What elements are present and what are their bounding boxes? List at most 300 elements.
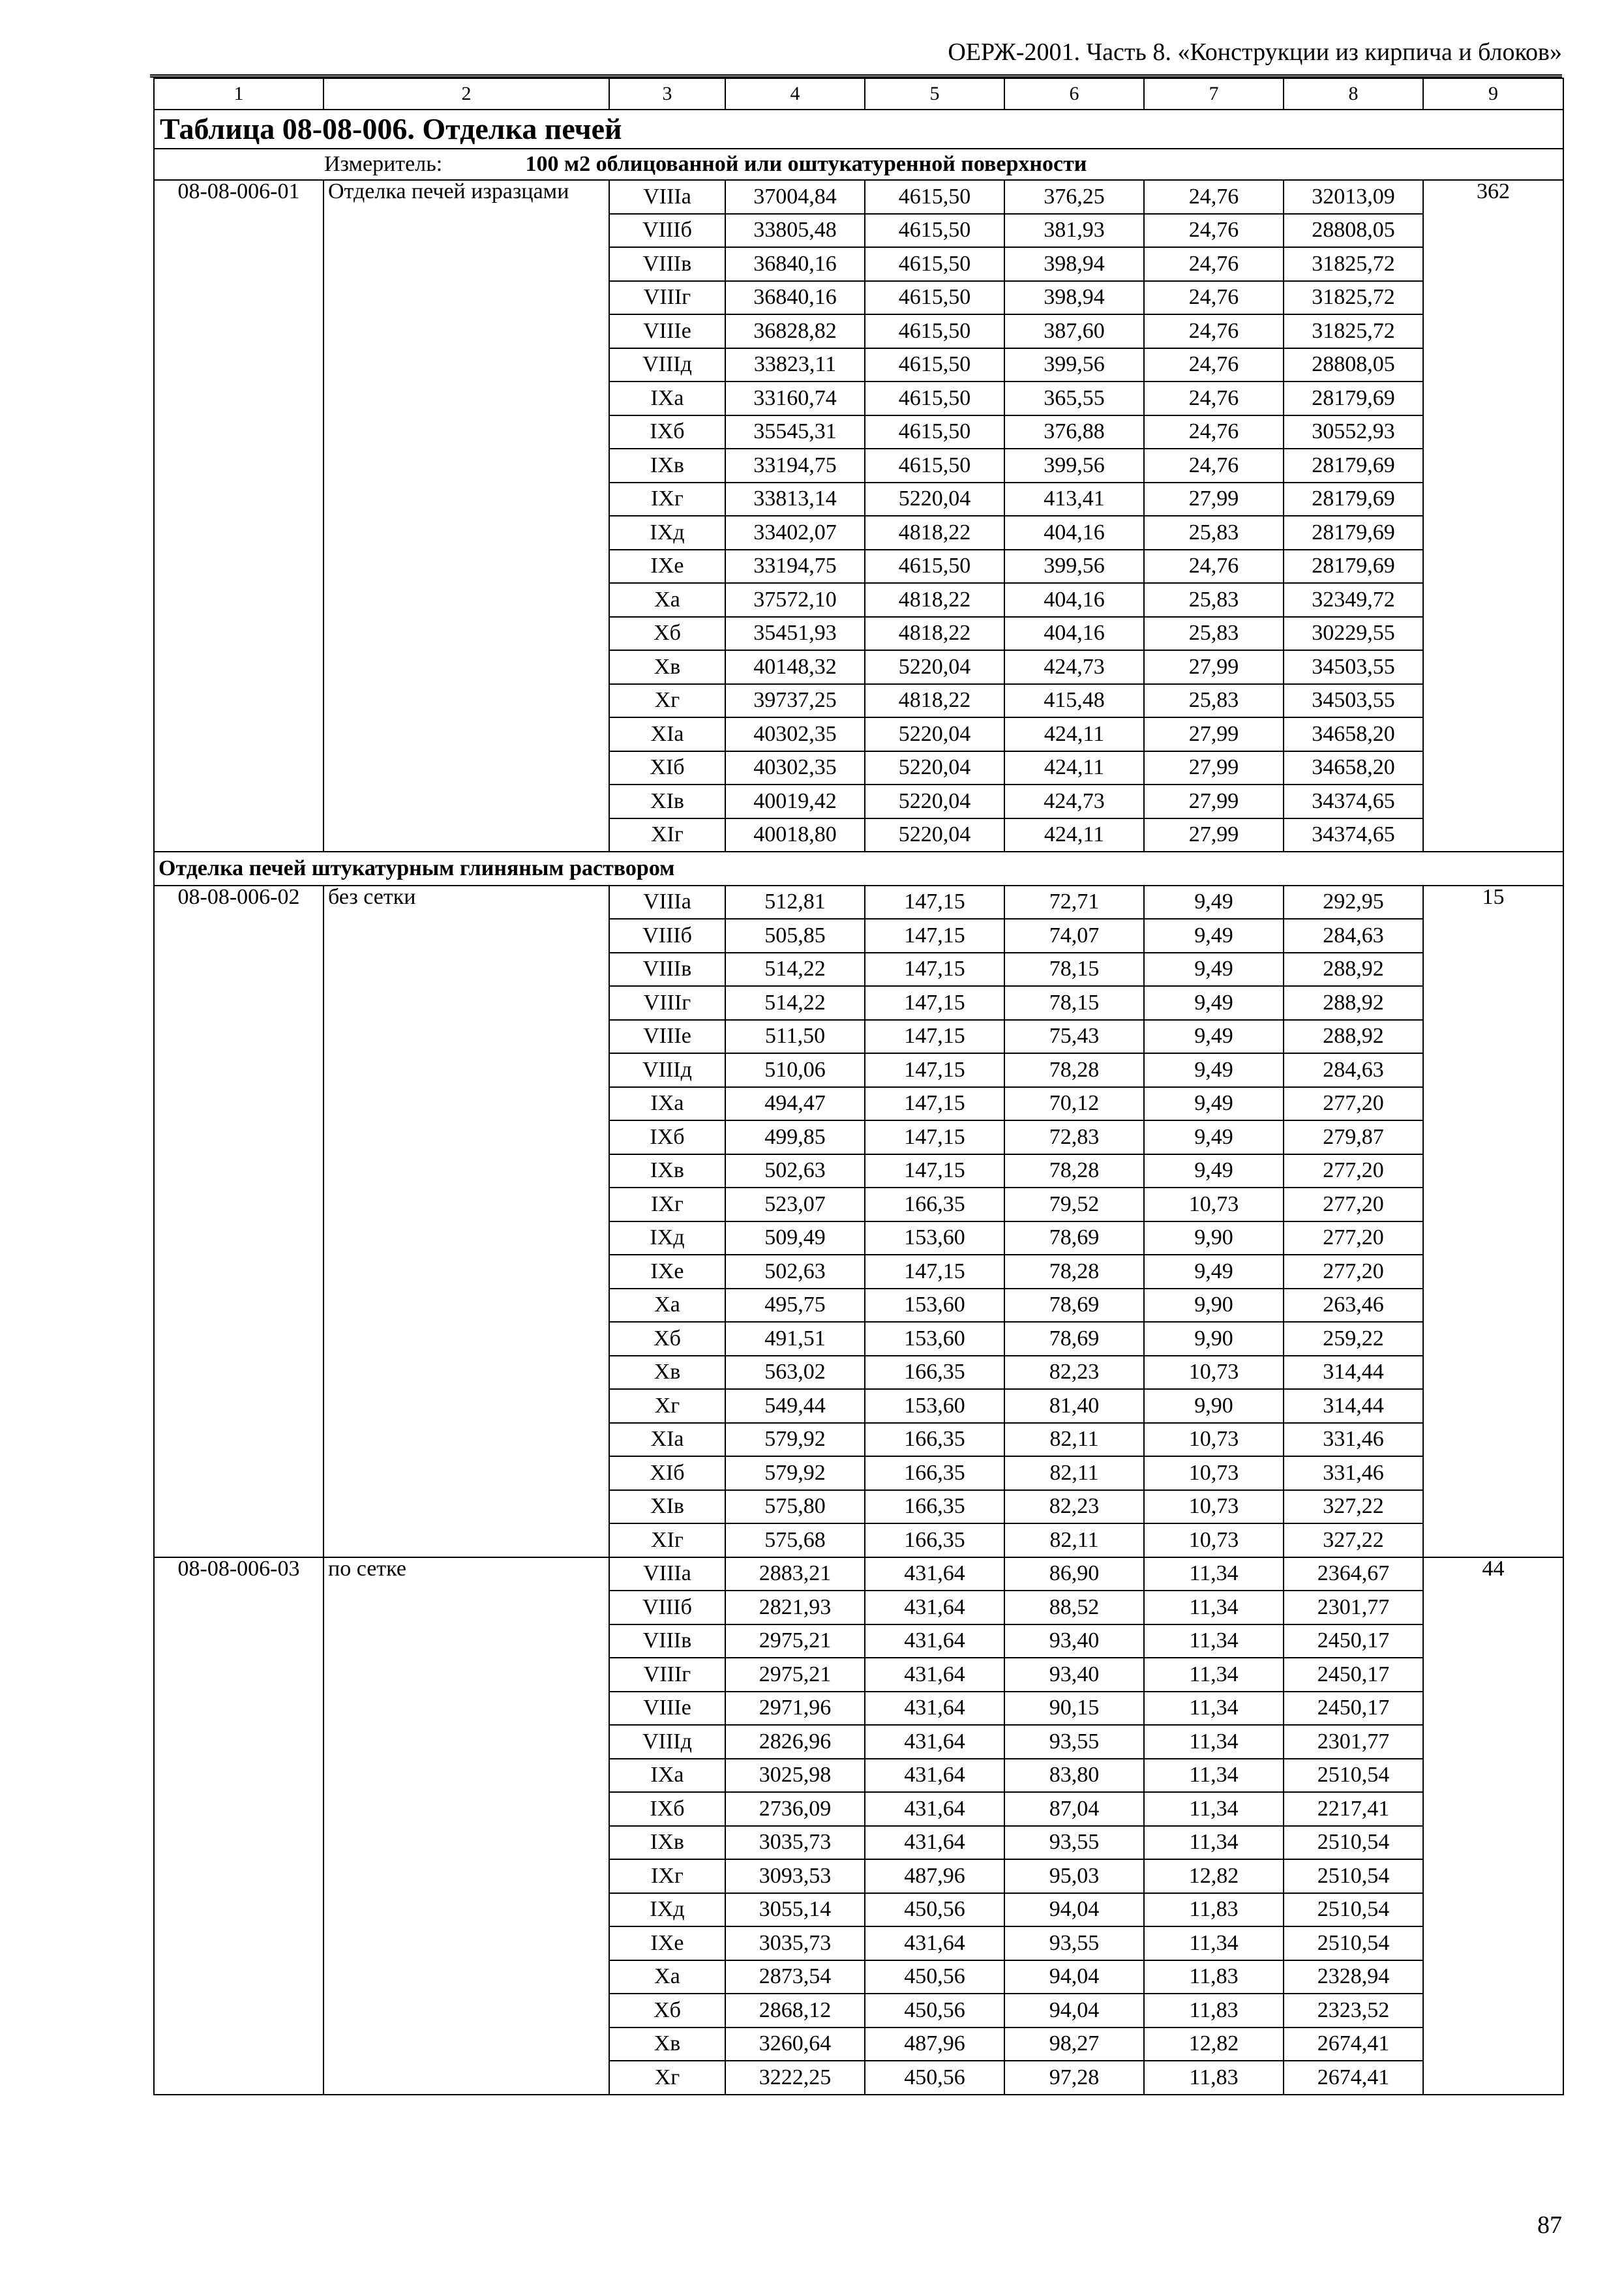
zone-cell: XIв [609, 1490, 725, 1524]
machinist-wages-cell: 9,90 [1144, 1322, 1284, 1356]
materials-cost-cell: 277,20 [1284, 1154, 1423, 1188]
machinist-wages-cell: 11,34 [1144, 1591, 1284, 1624]
zone-cell: VIIIб [609, 1591, 725, 1624]
zone-cell: VIIIг [609, 986, 725, 1020]
machinist-wages-cell: 27,99 [1144, 717, 1284, 751]
total-cost-cell: 2868,12 [725, 1994, 865, 2027]
materials-cost-cell: 31825,72 [1284, 247, 1423, 281]
wages-cell: 166,35 [865, 1188, 1004, 1221]
materials-cost-cell: 28179,69 [1284, 550, 1423, 584]
materials-cost-cell: 314,44 [1284, 1356, 1423, 1390]
wages-cell: 153,60 [865, 1221, 1004, 1255]
machinist-wages-cell: 9,49 [1144, 919, 1284, 953]
machinist-wages-cell: 25,83 [1144, 583, 1284, 617]
machinist-wages-cell: 10,73 [1144, 1490, 1284, 1524]
machinist-wages-cell: 24,76 [1144, 550, 1284, 584]
wages-cell: 431,64 [865, 1692, 1004, 1726]
materials-cost-cell: 2510,54 [1284, 1893, 1423, 1927]
machinist-wages-cell: 24,76 [1144, 281, 1284, 315]
total-cost-cell: 33805,48 [725, 214, 865, 248]
machine-cost-cell: 398,94 [1004, 281, 1144, 315]
wages-cell: 147,15 [865, 953, 1004, 987]
machinist-wages-cell: 9,90 [1144, 1221, 1284, 1255]
zone-cell: IXa [609, 382, 725, 415]
total-cost-cell: 575,80 [725, 1490, 865, 1524]
machine-cost-cell: 424,11 [1004, 818, 1144, 852]
measure-label: Измеритель: [324, 152, 443, 176]
machine-cost-cell: 376,88 [1004, 415, 1144, 449]
wages-cell: 431,64 [865, 1725, 1004, 1759]
machine-cost-cell: 94,04 [1004, 1960, 1144, 1994]
total-cost-cell: 33823,11 [725, 348, 865, 382]
machinist-wages-cell: 25,83 [1144, 617, 1284, 651]
machinist-wages-cell: 11,34 [1144, 1725, 1284, 1759]
zone-cell: Xг [609, 2061, 725, 2095]
machinist-wages-cell: 24,76 [1144, 415, 1284, 449]
materials-cost-cell: 34374,65 [1284, 818, 1423, 852]
machine-cost-cell: 82,23 [1004, 1356, 1144, 1390]
machinist-wages-cell: 11,83 [1144, 1960, 1284, 1994]
machinist-wages-cell: 11,34 [1144, 1926, 1284, 1960]
wages-cell: 4818,22 [865, 583, 1004, 617]
total-cost-cell: 514,22 [725, 986, 865, 1020]
materials-cost-cell: 28179,69 [1284, 382, 1423, 415]
wages-cell: 147,15 [865, 1154, 1004, 1188]
wages-cell: 450,56 [865, 1893, 1004, 1927]
wages-cell: 147,15 [865, 886, 1004, 920]
wages-cell: 4615,50 [865, 180, 1004, 214]
zone-cell: IXв [609, 1826, 725, 1860]
zone-cell: XIa [609, 717, 725, 751]
total-cost-cell: 3025,98 [725, 1759, 865, 1793]
machine-cost-cell: 94,04 [1004, 1893, 1144, 1927]
labor-value: 362 [1423, 180, 1563, 852]
zone-cell: XIa [609, 1423, 725, 1457]
zone-cell: VIIIб [609, 214, 725, 248]
table-title: Таблица 08-08-006. Отделка печей [154, 110, 1563, 149]
materials-cost-cell: 277,20 [1284, 1188, 1423, 1221]
materials-cost-cell: 2510,54 [1284, 1826, 1423, 1860]
machinist-wages-cell: 24,76 [1144, 314, 1284, 348]
wages-cell: 431,64 [865, 1759, 1004, 1793]
machinist-wages-cell: 10,73 [1144, 1356, 1284, 1390]
total-cost-cell: 3055,14 [725, 1893, 865, 1927]
total-cost-cell: 40302,35 [725, 751, 865, 785]
zone-cell: VIIIд [609, 1053, 725, 1087]
materials-cost-cell: 2301,77 [1284, 1725, 1423, 1759]
table-row [154, 180, 1563, 214]
total-cost-cell: 579,92 [725, 1456, 865, 1490]
materials-cost-cell: 292,95 [1284, 886, 1423, 920]
zone-cell: IXе [609, 550, 725, 584]
zone-cell: Xг [609, 1389, 725, 1423]
total-cost-cell: 3035,73 [725, 1826, 865, 1860]
materials-cost-cell: 28179,69 [1284, 516, 1423, 550]
zone-cell: Xг [609, 684, 725, 718]
machinist-wages-cell: 9,90 [1144, 1389, 1284, 1423]
machine-cost-cell: 387,60 [1004, 314, 1144, 348]
wages-cell: 450,56 [865, 2061, 1004, 2095]
machine-cost-cell: 404,16 [1004, 583, 1144, 617]
machinist-wages-cell: 9,49 [1144, 886, 1284, 920]
materials-cost-cell: 284,63 [1284, 919, 1423, 953]
wages-cell: 147,15 [865, 1255, 1004, 1289]
machinist-wages-cell: 9,49 [1144, 1120, 1284, 1154]
wages-cell: 4818,22 [865, 684, 1004, 718]
machine-cost-cell: 78,28 [1004, 1154, 1144, 1188]
machine-cost-cell: 72,71 [1004, 886, 1144, 920]
column-number: 5 [865, 78, 1004, 110]
machinist-wages-cell: 10,73 [1144, 1523, 1284, 1557]
machine-cost-cell: 82,11 [1004, 1423, 1144, 1457]
machine-cost-cell: 86,90 [1004, 1557, 1144, 1591]
page-header [150, 34, 1562, 78]
machinist-wages-cell: 27,99 [1144, 785, 1284, 818]
machinist-wages-cell: 9,90 [1144, 1289, 1284, 1323]
machine-cost-cell: 399,56 [1004, 449, 1144, 483]
column-number: 9 [1423, 78, 1563, 110]
machinist-wages-cell: 27,99 [1144, 751, 1284, 785]
zone-cell: Xв [609, 650, 725, 684]
machine-cost-cell: 82,23 [1004, 1490, 1144, 1524]
total-cost-cell: 510,06 [725, 1053, 865, 1087]
machine-cost-cell: 93,55 [1004, 1826, 1144, 1860]
total-cost-cell: 2883,21 [725, 1557, 865, 1591]
zone-cell: IXд [609, 1893, 725, 1927]
materials-cost-cell: 259,22 [1284, 1322, 1423, 1356]
machinist-wages-cell: 9,49 [1144, 1154, 1284, 1188]
zone-cell: Xa [609, 1289, 725, 1323]
machine-cost-cell: 93,55 [1004, 1926, 1144, 1960]
zone-cell: XIг [609, 818, 725, 852]
zone-cell: IXд [609, 1221, 725, 1255]
materials-cost-cell: 2301,77 [1284, 1591, 1423, 1624]
total-cost-cell: 512,81 [725, 886, 865, 920]
materials-cost-cell: 263,46 [1284, 1289, 1423, 1323]
zone-cell: Xб [609, 1322, 725, 1356]
total-cost-cell: 549,44 [725, 1389, 865, 1423]
machinist-wages-cell: 12,82 [1144, 2027, 1284, 2061]
column-number: 6 [1004, 78, 1144, 110]
zone-cell: XIг [609, 1523, 725, 1557]
wages-cell: 5220,04 [865, 650, 1004, 684]
wages-cell: 166,35 [865, 1356, 1004, 1390]
wages-cell: 153,60 [865, 1289, 1004, 1323]
wages-cell: 4615,50 [865, 281, 1004, 315]
total-cost-cell: 2975,21 [725, 1658, 865, 1692]
zone-cell: IXг [609, 1188, 725, 1221]
total-cost-cell: 3260,64 [725, 2027, 865, 2061]
wages-cell: 450,56 [865, 1994, 1004, 2027]
machine-cost-cell: 424,11 [1004, 717, 1144, 751]
column-number-row [154, 78, 1563, 110]
zone-cell: VIIIе [609, 314, 725, 348]
total-cost-cell: 509,49 [725, 1221, 865, 1255]
machine-cost-cell: 381,93 [1004, 214, 1144, 248]
total-cost-cell: 505,85 [725, 919, 865, 953]
machine-cost-cell: 90,15 [1004, 1692, 1144, 1726]
machine-cost-cell: 97,28 [1004, 2061, 1144, 2095]
machinist-wages-cell: 11,34 [1144, 1826, 1284, 1860]
materials-cost-cell: 284,63 [1284, 1053, 1423, 1087]
wages-cell: 431,64 [865, 1624, 1004, 1658]
wages-cell: 487,96 [865, 2027, 1004, 2061]
materials-cost-cell: 2450,17 [1284, 1658, 1423, 1692]
total-cost-cell: 35451,93 [725, 617, 865, 651]
machine-cost-cell: 79,52 [1004, 1188, 1144, 1221]
total-cost-cell: 37004,84 [725, 180, 865, 214]
column-number: 2 [323, 78, 609, 110]
zone-cell: IXд [609, 516, 725, 550]
materials-cost-cell: 327,22 [1284, 1490, 1423, 1524]
zone-cell: IXг [609, 1859, 725, 1893]
machinist-wages-cell: 9,49 [1144, 1087, 1284, 1121]
machine-cost-cell: 376,25 [1004, 180, 1144, 214]
machine-cost-cell: 93,40 [1004, 1658, 1144, 1692]
materials-cost-cell: 288,92 [1284, 953, 1423, 987]
total-cost-cell: 40148,32 [725, 650, 865, 684]
rate-name: без сетки [323, 886, 609, 1557]
machine-cost-cell: 424,11 [1004, 751, 1144, 785]
wages-cell: 431,64 [865, 1926, 1004, 1960]
wages-cell: 153,60 [865, 1389, 1004, 1423]
total-cost-cell: 579,92 [725, 1423, 865, 1457]
total-cost-cell: 2975,21 [725, 1624, 865, 1658]
materials-cost-cell: 2450,17 [1284, 1624, 1423, 1658]
machine-cost-cell: 78,28 [1004, 1255, 1144, 1289]
header-title: ОЕРЖ-2001. Часть 8. «Конструкции из кирпича и блоков» [948, 38, 1562, 66]
machinist-wages-cell: 11,34 [1144, 1692, 1284, 1726]
total-cost-cell: 491,51 [725, 1322, 865, 1356]
machinist-wages-cell: 24,76 [1144, 214, 1284, 248]
total-cost-cell: 511,50 [725, 1020, 865, 1054]
machine-cost-cell: 87,04 [1004, 1792, 1144, 1826]
zone-cell: XIб [609, 1456, 725, 1490]
total-cost-cell: 40302,35 [725, 717, 865, 751]
wages-cell: 431,64 [865, 1557, 1004, 1591]
machine-cost-cell: 81,40 [1004, 1389, 1144, 1423]
labor-value: 15 [1423, 886, 1563, 1557]
materials-cost-cell: 327,22 [1284, 1523, 1423, 1557]
materials-cost-cell: 331,46 [1284, 1456, 1423, 1490]
machinist-wages-cell: 9,49 [1144, 986, 1284, 1020]
machinist-wages-cell: 10,73 [1144, 1423, 1284, 1457]
total-cost-cell: 37572,10 [725, 583, 865, 617]
table-body [154, 78, 1563, 2095]
wages-cell: 487,96 [865, 1859, 1004, 1893]
page-number: 87 [1537, 2211, 1562, 2239]
section-subheading: Отделка печей штукатурным глиняным раствором [154, 852, 1563, 886]
wages-cell: 4615,50 [865, 449, 1004, 483]
zone-cell: VIIIг [609, 1658, 725, 1692]
machine-cost-cell: 93,40 [1004, 1624, 1144, 1658]
total-cost-cell: 33402,07 [725, 516, 865, 550]
materials-cost-cell: 277,20 [1284, 1255, 1423, 1289]
total-cost-cell: 494,47 [725, 1087, 865, 1121]
total-cost-cell: 2873,54 [725, 1960, 865, 1994]
wages-cell: 431,64 [865, 1826, 1004, 1860]
wages-cell: 153,60 [865, 1322, 1004, 1356]
column-number: 7 [1144, 78, 1284, 110]
materials-cost-cell: 30229,55 [1284, 617, 1423, 651]
machine-cost-cell: 399,56 [1004, 550, 1144, 584]
wages-cell: 4615,50 [865, 348, 1004, 382]
materials-cost-cell: 34503,55 [1284, 650, 1423, 684]
machine-cost-cell: 78,69 [1004, 1289, 1144, 1323]
zone-cell: VIIIд [609, 1725, 725, 1759]
machine-cost-cell: 399,56 [1004, 348, 1144, 382]
wages-cell: 450,56 [865, 1960, 1004, 1994]
machinist-wages-cell: 9,49 [1144, 953, 1284, 987]
measure-row [154, 149, 1563, 180]
wages-cell: 147,15 [865, 986, 1004, 1020]
column-number: 1 [154, 78, 323, 110]
zone-cell: VIIIв [609, 247, 725, 281]
materials-cost-cell: 28179,69 [1284, 449, 1423, 483]
machinist-wages-cell: 11,34 [1144, 1792, 1284, 1826]
materials-cost-cell: 34503,55 [1284, 684, 1423, 718]
rate-code: 08-08-006-01 [154, 180, 323, 852]
zone-cell: IXе [609, 1926, 725, 1960]
wages-cell: 4615,50 [865, 314, 1004, 348]
machine-cost-cell: 398,94 [1004, 247, 1144, 281]
total-cost-cell: 33194,75 [725, 550, 865, 584]
rates-table [153, 78, 1564, 2095]
materials-cost-cell: 314,44 [1284, 1389, 1423, 1423]
machine-cost-cell: 82,11 [1004, 1523, 1144, 1557]
machine-cost-cell: 95,03 [1004, 1859, 1144, 1893]
total-cost-cell: 40018,80 [725, 818, 865, 852]
machine-cost-cell: 415,48 [1004, 684, 1144, 718]
materials-cost-cell: 34374,65 [1284, 785, 1423, 818]
machine-cost-cell: 75,43 [1004, 1020, 1144, 1054]
zone-cell: IXв [609, 449, 725, 483]
total-cost-cell: 39737,25 [725, 684, 865, 718]
total-cost-cell: 575,68 [725, 1523, 865, 1557]
total-cost-cell: 563,02 [725, 1356, 865, 1390]
total-cost-cell: 36840,16 [725, 247, 865, 281]
zone-cell: XIб [609, 751, 725, 785]
materials-cost-cell: 277,20 [1284, 1087, 1423, 1121]
machinist-wages-cell: 11,83 [1144, 2061, 1284, 2095]
total-cost-cell: 2826,96 [725, 1725, 865, 1759]
wages-cell: 4615,50 [865, 415, 1004, 449]
machinist-wages-cell: 9,49 [1144, 1020, 1284, 1054]
machinist-wages-cell: 25,83 [1144, 684, 1284, 718]
wages-cell: 147,15 [865, 919, 1004, 953]
zone-cell: Xв [609, 2027, 725, 2061]
machinist-wages-cell: 9,49 [1144, 1255, 1284, 1289]
zone-cell: VIIIе [609, 1020, 725, 1054]
total-cost-cell: 3222,25 [725, 2061, 865, 2095]
machine-cost-cell: 404,16 [1004, 617, 1144, 651]
materials-cost-cell: 2674,41 [1284, 2061, 1423, 2095]
wages-cell: 166,35 [865, 1456, 1004, 1490]
materials-cost-cell: 32013,09 [1284, 180, 1423, 214]
wages-cell: 147,15 [865, 1087, 1004, 1121]
total-cost-cell: 499,85 [725, 1120, 865, 1154]
wages-cell: 147,15 [865, 1120, 1004, 1154]
zone-cell: Xб [609, 617, 725, 651]
total-cost-cell: 523,07 [725, 1188, 865, 1221]
rate-code: 08-08-006-03 [154, 1557, 323, 2095]
zone-cell: IXa [609, 1087, 725, 1121]
wages-cell: 431,64 [865, 1792, 1004, 1826]
wages-cell: 431,64 [865, 1658, 1004, 1692]
materials-cost-cell: 2323,52 [1284, 1994, 1423, 2027]
machine-cost-cell: 78,15 [1004, 986, 1144, 1020]
machine-cost-cell: 78,69 [1004, 1322, 1144, 1356]
machine-cost-cell: 88,52 [1004, 1591, 1144, 1624]
machinist-wages-cell: 25,83 [1144, 516, 1284, 550]
machine-cost-cell: 404,16 [1004, 516, 1144, 550]
machinist-wages-cell: 27,99 [1144, 650, 1284, 684]
machine-cost-cell: 72,83 [1004, 1120, 1144, 1154]
zone-cell: VIIIв [609, 1624, 725, 1658]
materials-cost-cell: 288,92 [1284, 986, 1423, 1020]
materials-cost-cell: 32349,72 [1284, 583, 1423, 617]
machine-cost-cell: 424,73 [1004, 650, 1144, 684]
materials-cost-cell: 2328,94 [1284, 1960, 1423, 1994]
machine-cost-cell: 83,80 [1004, 1759, 1144, 1793]
materials-cost-cell: 2450,17 [1284, 1692, 1423, 1726]
machinist-wages-cell: 10,73 [1144, 1456, 1284, 1490]
machinist-wages-cell: 11,34 [1144, 1658, 1284, 1692]
machine-cost-cell: 93,55 [1004, 1725, 1144, 1759]
materials-cost-cell: 331,46 [1284, 1423, 1423, 1457]
wages-cell: 5220,04 [865, 717, 1004, 751]
machine-cost-cell: 74,07 [1004, 919, 1144, 953]
table-row [154, 886, 1563, 920]
wages-cell: 166,35 [865, 1523, 1004, 1557]
materials-cost-cell: 2510,54 [1284, 1859, 1423, 1893]
total-cost-cell: 40019,42 [725, 785, 865, 818]
zone-cell: Xв [609, 1356, 725, 1390]
machine-cost-cell: 424,73 [1004, 785, 1144, 818]
zone-cell: IXб [609, 1120, 725, 1154]
zone-cell: VIIIa [609, 886, 725, 920]
wages-cell: 166,35 [865, 1423, 1004, 1457]
machinist-wages-cell: 9,49 [1144, 1053, 1284, 1087]
materials-cost-cell: 30552,93 [1284, 415, 1423, 449]
total-cost-cell: 495,75 [725, 1289, 865, 1323]
zone-cell: VIIIa [609, 180, 725, 214]
machinist-wages-cell: 24,76 [1144, 382, 1284, 415]
wages-cell: 4818,22 [865, 617, 1004, 651]
materials-cost-cell: 31825,72 [1284, 281, 1423, 315]
column-number: 4 [725, 78, 865, 110]
materials-cost-cell: 2674,41 [1284, 2027, 1423, 2061]
machine-cost-cell: 98,27 [1004, 2027, 1144, 2061]
zone-cell: IXв [609, 1154, 725, 1188]
zone-cell: VIIIa [609, 1557, 725, 1591]
machinist-wages-cell: 11,34 [1144, 1624, 1284, 1658]
zone-cell: VIIIд [609, 348, 725, 382]
materials-cost-cell: 2510,54 [1284, 1759, 1423, 1793]
machine-cost-cell: 82,11 [1004, 1456, 1144, 1490]
wages-cell: 5220,04 [865, 785, 1004, 818]
subheading-row [154, 852, 1563, 886]
materials-cost-cell: 279,87 [1284, 1120, 1423, 1154]
wages-cell: 4615,50 [865, 382, 1004, 415]
machinist-wages-cell: 27,99 [1144, 818, 1284, 852]
total-cost-cell: 2971,96 [725, 1692, 865, 1726]
materials-cost-cell: 34658,20 [1284, 717, 1423, 751]
zone-cell: IXб [609, 415, 725, 449]
total-cost-cell: 35545,31 [725, 415, 865, 449]
machinist-wages-cell: 11,83 [1144, 1994, 1284, 2027]
zone-cell: IXa [609, 1759, 725, 1793]
